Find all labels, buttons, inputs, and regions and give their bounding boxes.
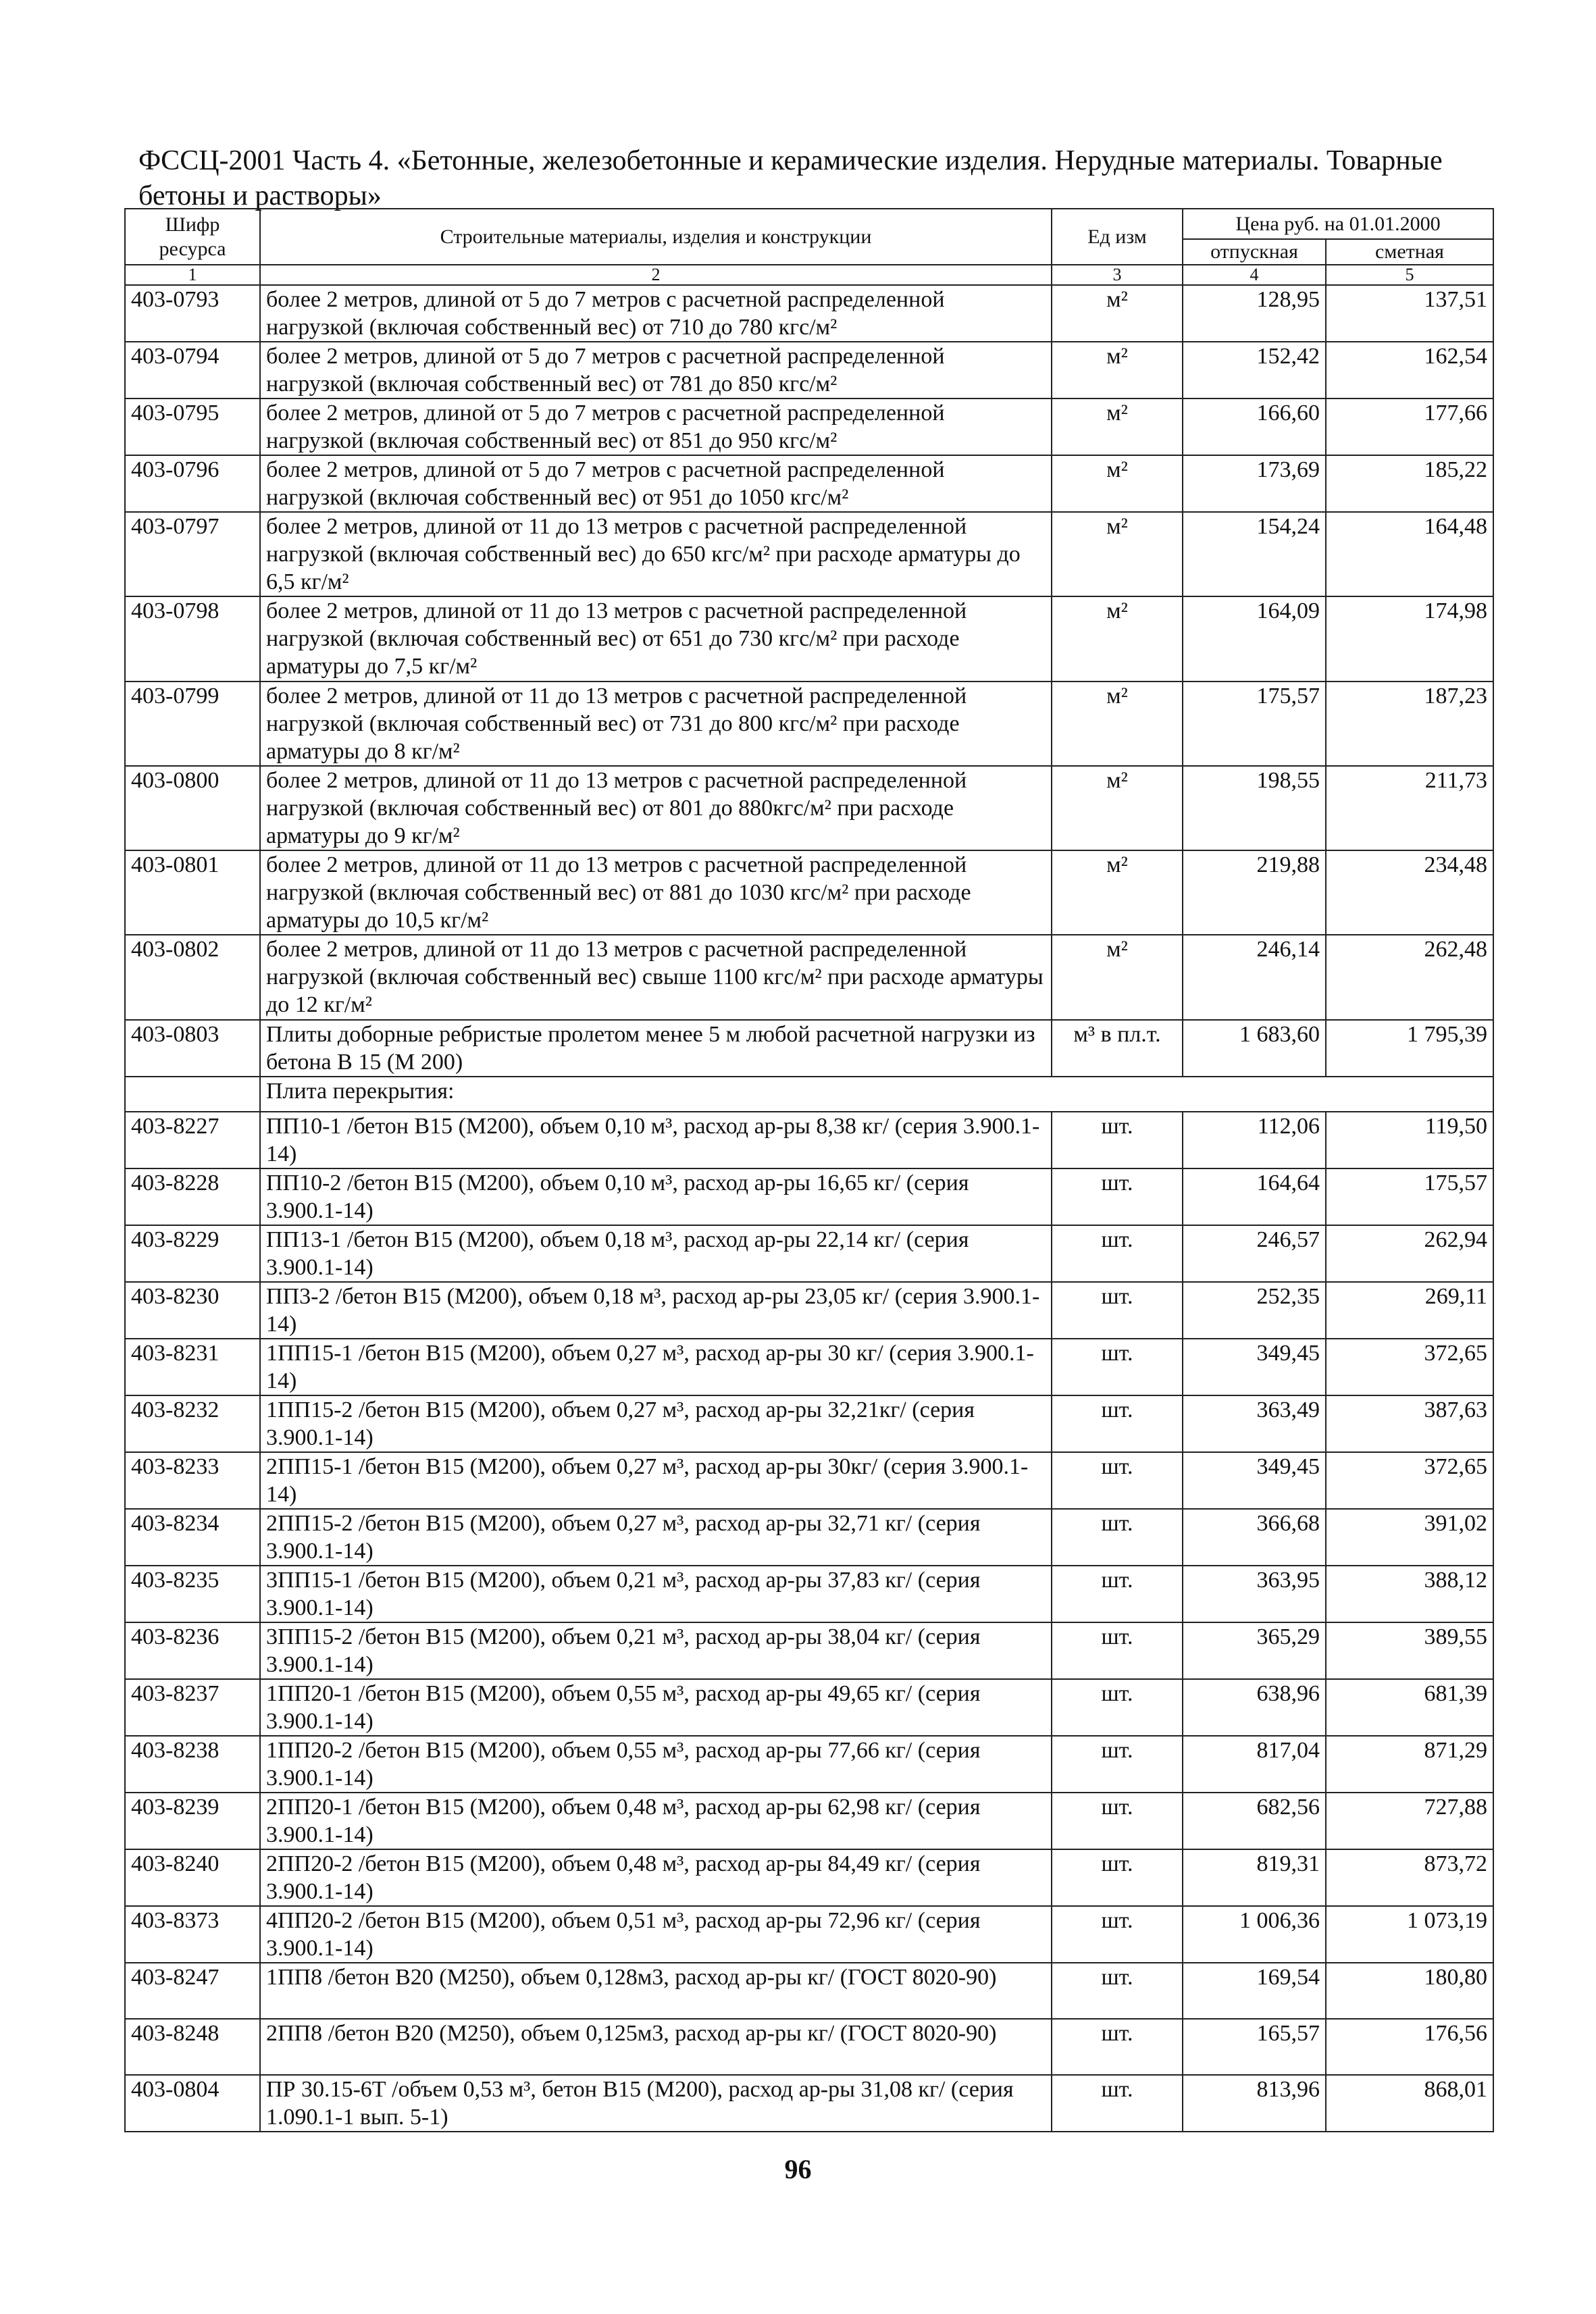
resource-code: 403-8238 <box>125 1736 260 1793</box>
unit-of-measure: м² <box>1052 455 1183 512</box>
material-description: 4ПП20-2 /бетон В15 (М200), объем 0,51 м³, расход ар-ры 72,96 кг/ (серия 3.900.1-14) <box>260 1906 1052 1963</box>
material-description: 1ПП15-2 /бетон В15 (М200), объем 0,27 м³, расход ар-ры 32,21кг/ (серия 3.900.1-14) <box>260 1395 1052 1452</box>
estimate-price: 262,48 <box>1326 935 1493 1020</box>
estimate-price: 1 795,39 <box>1326 1020 1493 1077</box>
header-price: Цена руб. на 01.01.2000 <box>1183 209 1493 239</box>
release-price: 1 006,36 <box>1183 1906 1326 1963</box>
release-price: 112,06 <box>1183 1112 1326 1168</box>
estimate-price: 187,23 <box>1326 682 1493 766</box>
table-row <box>125 1906 1493 1963</box>
header-unit: Ед изм <box>1052 209 1183 265</box>
table-row <box>125 596 1493 682</box>
table-row <box>125 1793 1493 1849</box>
estimate-price: 234,48 <box>1326 850 1493 935</box>
table-row <box>125 1168 1493 1225</box>
price-table <box>124 208 1494 2132</box>
release-price: 246,57 <box>1183 1225 1326 1282</box>
release-price: 152,42 <box>1183 342 1326 398</box>
resource-code: 403-8231 <box>125 1339 260 1395</box>
section-code-cell <box>125 1077 260 1112</box>
estimate-price: 137,51 <box>1326 285 1493 342</box>
release-price: 198,55 <box>1183 766 1326 850</box>
resource-code: 403-8230 <box>125 1282 260 1339</box>
table-row <box>125 766 1493 850</box>
material-description: 1ПП8 /бетон В20 (М250), объем 0,128м3, расход ар-ры кг/ (ГОСТ 8020-90) <box>260 1963 1052 2019</box>
unit-of-measure: шт. <box>1052 1679 1183 1736</box>
estimate-price: 372,65 <box>1326 1339 1493 1395</box>
release-price: 363,95 <box>1183 1566 1326 1622</box>
estimate-price: 871,29 <box>1326 1736 1493 1793</box>
release-price: 164,09 <box>1183 596 1326 682</box>
table-row <box>125 850 1493 935</box>
table-row <box>125 1282 1493 1339</box>
material-description: ПП10-2 /бетон В15 (М200), объем 0,10 м³, расход ар-ры 16,65 кг/ (серия 3.900.1-14) <box>260 1168 1052 1225</box>
resource-code: 403-8240 <box>125 1849 260 1906</box>
table-row <box>125 1509 1493 1566</box>
table-row <box>125 935 1493 1020</box>
material-description: более 2 метров, длиной от 5 до 7 метров с расчетной распределенной нагрузкой (включая собственный вес) от 710 до 780 кгс/м² <box>260 285 1052 342</box>
release-price: 154,24 <box>1183 512 1326 596</box>
table-section <box>125 1077 1493 1112</box>
release-price: 173,69 <box>1183 455 1326 512</box>
unit-of-measure: м² <box>1052 766 1183 850</box>
table-row <box>125 1112 1493 1168</box>
estimate-price: 211,73 <box>1326 766 1493 850</box>
unit-of-measure: шт. <box>1052 1509 1183 1566</box>
unit-of-measure: шт. <box>1052 1793 1183 1849</box>
material-description: 1ПП20-2 /бетон В15 (М200), объем 0,55 м³, расход ар-ры 77,66 кг/ (серия 3.900.1-14) <box>260 1736 1052 1793</box>
release-price: 813,96 <box>1183 2075 1326 2132</box>
table-body-slabs <box>125 285 1493 1077</box>
header-estimate-price: сметная <box>1326 239 1493 265</box>
unit-of-measure: шт. <box>1052 1168 1183 1225</box>
resource-code: 403-8227 <box>125 1112 260 1168</box>
release-price: 166,60 <box>1183 398 1326 455</box>
table-row <box>125 1679 1493 1736</box>
table-row <box>125 512 1493 596</box>
table-row <box>125 682 1493 766</box>
estimate-price: 162,54 <box>1326 342 1493 398</box>
unit-of-measure: м² <box>1052 850 1183 935</box>
material-description: 2ПП20-1 /бетон В15 (М200), объем 0,48 м³, расход ар-ры 62,98 кг/ (серия 3.900.1-14) <box>260 1793 1052 1849</box>
release-price: 366,68 <box>1183 1509 1326 1566</box>
unit-of-measure: шт. <box>1052 1282 1183 1339</box>
unit-of-measure: шт. <box>1052 2019 1183 2075</box>
unit-of-measure: м² <box>1052 398 1183 455</box>
column-number: 3 <box>1052 265 1183 285</box>
column-number: 4 <box>1183 265 1326 285</box>
release-price: 349,45 <box>1183 1452 1326 1509</box>
unit-of-measure: м² <box>1052 935 1183 1020</box>
unit-of-measure: м² <box>1052 596 1183 682</box>
material-description: 2ПП15-1 /бетон В15 (М200), объем 0,27 м³, расход ар-ры 30кг/ (серия 3.900.1-14) <box>260 1452 1052 1509</box>
release-price: 246,14 <box>1183 935 1326 1020</box>
material-description: более 2 метров, длиной от 11 до 13 метров с расчетной распределенной нагрузкой (включая собственный вес) до 650 кгс/м² при расходе арматуры до 6,5 кг/м² <box>260 512 1052 596</box>
unit-of-measure: м² <box>1052 342 1183 398</box>
release-price: 682,56 <box>1183 1793 1326 1849</box>
material-description: 1ПП15-1 /бетон В15 (М200), объем 0,27 м³, расход ар-ры 30 кг/ (серия 3.900.1-14) <box>260 1339 1052 1395</box>
release-price: 365,29 <box>1183 1622 1326 1679</box>
section-title: Плита перекрытия: <box>260 1077 1493 1112</box>
unit-of-measure: м² <box>1052 285 1183 342</box>
table-row <box>125 1452 1493 1509</box>
estimate-price: 388,12 <box>1326 1566 1493 1622</box>
material-description: более 2 метров, длиной от 11 до 13 метров с расчетной распределенной нагрузкой (включая собственный вес) от 801 до 880кгс/м² при расходе арматуры до 9 кг/м² <box>260 766 1052 850</box>
resource-code: 403-8236 <box>125 1622 260 1679</box>
material-description: 2ПП15-2 /бетон В15 (М200), объем 0,27 м³, расход ар-ры 32,71 кг/ (серия 3.900.1-14) <box>260 1509 1052 1566</box>
release-price: 363,49 <box>1183 1395 1326 1452</box>
resource-code: 403-0803 <box>125 1020 260 1077</box>
material-description: более 2 метров, длиной от 11 до 13 метров с расчетной распределенной нагрузкой (включая собственный вес) от 651 до 730 кгс/м² при расходе арматуры до 7,5 кг/м² <box>260 596 1052 682</box>
table-row <box>125 1849 1493 1906</box>
unit-of-measure: шт. <box>1052 1963 1183 2019</box>
unit-of-measure: м² <box>1052 682 1183 766</box>
release-price: 817,04 <box>1183 1736 1326 1793</box>
estimate-price: 868,01 <box>1326 2075 1493 2132</box>
estimate-price: 387,63 <box>1326 1395 1493 1452</box>
release-price: 252,35 <box>1183 1282 1326 1339</box>
release-price: 219,88 <box>1183 850 1326 935</box>
estimate-price: 177,66 <box>1326 398 1493 455</box>
column-number: 1 <box>125 265 260 285</box>
material-description: ПР 30.15-6Т /объем 0,53 м³, бетон В15 (М200), расход ар-ры 31,08 кг/ (серия 1.090.1-1 вып. 5-1) <box>260 2075 1052 2132</box>
table-row <box>125 1963 1493 2019</box>
resource-code: 403-8248 <box>125 2019 260 2075</box>
document-title: ФССЦ-2001 Часть 4. «Бетонные, железобетонные и керамические изделия. Нерудные материалы. Товарные бетоны и растворы» <box>138 145 1443 211</box>
release-price: 819,31 <box>1183 1849 1326 1906</box>
material-description: ПП3-2 /бетон В15 (М200), объем 0,18 м³, расход ар-ры 23,05 кг/ (серия 3.900.1-14) <box>260 1282 1052 1339</box>
release-price: 1 683,60 <box>1183 1020 1326 1077</box>
release-price: 349,45 <box>1183 1339 1326 1395</box>
unit-of-measure: шт. <box>1052 1622 1183 1679</box>
resource-code: 403-8247 <box>125 1963 260 2019</box>
unit-of-measure: м² <box>1052 512 1183 596</box>
table-row <box>125 2019 1493 2075</box>
unit-of-measure: шт. <box>1052 1849 1183 1906</box>
material-description: более 2 метров, длиной от 5 до 7 метров с расчетной распределенной нагрузкой (включая собственный вес) от 951 до 1050 кгс/м² <box>260 455 1052 512</box>
resource-code: 403-0797 <box>125 512 260 596</box>
resource-code: 403-8373 <box>125 1906 260 1963</box>
unit-of-measure: шт. <box>1052 1225 1183 1282</box>
release-price: 638,96 <box>1183 1679 1326 1736</box>
table-row <box>125 285 1493 342</box>
release-price: 128,95 <box>1183 285 1326 342</box>
resource-code: 403-8239 <box>125 1793 260 1849</box>
material-description: 2ПП8 /бетон В20 (М250), объем 0,125м3, расход ар-ры кг/ (ГОСТ 8020-90) <box>260 2019 1052 2075</box>
material-description: более 2 метров, длиной от 11 до 13 метров с расчетной распределенной нагрузкой (включая собственный вес) свыше 1100 кгс/м² при расходе арматуры до 12 кг/м² <box>260 935 1052 1020</box>
material-description: более 2 метров, длиной от 11 до 13 метров с расчетной распределенной нагрузкой (включая собственный вес) от 731 до 800 кгс/м² при расходе арматуры до 8 кг/м² <box>260 682 1052 766</box>
table-row <box>125 1622 1493 1679</box>
unit-of-measure: шт. <box>1052 1395 1183 1452</box>
table-row <box>125 2075 1493 2132</box>
material-description: 1ПП20-1 /бетон В15 (М200), объем 0,55 м³, расход ар-ры 49,65 кг/ (серия 3.900.1-14) <box>260 1679 1052 1736</box>
table-row <box>125 1395 1493 1452</box>
material-description: более 2 метров, длиной от 5 до 7 метров с расчетной распределенной нагрузкой (включая собственный вес) от 781 до 850 кгс/м² <box>260 342 1052 398</box>
resource-code: 403-0800 <box>125 766 260 850</box>
unit-of-measure: шт. <box>1052 1566 1183 1622</box>
estimate-price: 174,98 <box>1326 596 1493 682</box>
resource-code: 403-0794 <box>125 342 260 398</box>
table-row <box>125 342 1493 398</box>
unit-of-measure: м³ в пл.т. <box>1052 1020 1183 1077</box>
material-description: 2ПП20-2 /бетон В15 (М200), объем 0,48 м³, расход ар-ры 84,49 кг/ (серия 3.900.1-14) <box>260 1849 1052 1906</box>
resource-code: 403-0793 <box>125 285 260 342</box>
column-number: 5 <box>1326 265 1493 285</box>
resource-code: 403-8232 <box>125 1395 260 1452</box>
table-row <box>125 1736 1493 1793</box>
material-description: 3ПП15-2 /бетон В15 (М200), объем 0,21 м³, расход ар-ры 38,04 кг/ (серия 3.900.1-14) <box>260 1622 1052 1679</box>
table-row <box>125 1566 1493 1622</box>
header-code: Шифр ресурса <box>125 209 260 265</box>
table-row <box>125 1225 1493 1282</box>
resource-code: 403-0804 <box>125 2075 260 2132</box>
table-row <box>125 1020 1493 1077</box>
material-description: Плиты доборные ребристые пролетом менее 5 м любой расчетной нагрузки из бетона В 15 (М 200) <box>260 1020 1052 1077</box>
resource-code: 403-0796 <box>125 455 260 512</box>
unit-of-measure: шт. <box>1052 1452 1183 1509</box>
resource-code: 403-8228 <box>125 1168 260 1225</box>
release-price: 164,64 <box>1183 1168 1326 1225</box>
estimate-price: 873,72 <box>1326 1849 1493 1906</box>
estimate-price: 1 073,19 <box>1326 1906 1493 1963</box>
estimate-price: 180,80 <box>1326 1963 1493 2019</box>
estimate-price: 681,39 <box>1326 1679 1493 1736</box>
unit-of-measure: шт. <box>1052 2075 1183 2132</box>
estimate-price: 185,22 <box>1326 455 1493 512</box>
column-number-row <box>125 265 1493 285</box>
material-description: ПП10-1 /бетон В15 (М200), объем 0,10 м³, расход ар-ры 8,38 кг/ (серия 3.900.1-14) <box>260 1112 1052 1168</box>
resource-code: 403-8234 <box>125 1509 260 1566</box>
header-release-price: отпускная <box>1183 239 1326 265</box>
material-description: более 2 метров, длиной от 11 до 13 метров с расчетной распределенной нагрузкой (включая собственный вес) от 881 до 1030 кгс/м² при расходе арматуры до 10,5 кг/м² <box>260 850 1052 935</box>
material-description: 3ПП15-1 /бетон В15 (М200), объем 0,21 м³, расход ар-ры 37,83 кг/ (серия 3.900.1-14) <box>260 1566 1052 1622</box>
header-name: Строительные материалы, изделия и конструкции <box>260 209 1052 265</box>
estimate-price: 176,56 <box>1326 2019 1493 2075</box>
unit-of-measure: шт. <box>1052 1736 1183 1793</box>
column-number: 2 <box>260 265 1052 285</box>
resource-code: 403-0801 <box>125 850 260 935</box>
resource-code: 403-8235 <box>125 1566 260 1622</box>
release-price: 169,54 <box>1183 1963 1326 2019</box>
release-price: 165,57 <box>1183 2019 1326 2075</box>
unit-of-measure: шт. <box>1052 1339 1183 1395</box>
estimate-price: 372,65 <box>1326 1452 1493 1509</box>
table-row <box>125 398 1493 455</box>
estimate-price: 164,48 <box>1326 512 1493 596</box>
resource-code: 403-8229 <box>125 1225 260 1282</box>
estimate-price: 175,57 <box>1326 1168 1493 1225</box>
resource-code: 403-8233 <box>125 1452 260 1509</box>
table-row <box>125 455 1493 512</box>
table-row <box>125 1339 1493 1395</box>
estimate-price: 727,88 <box>1326 1793 1493 1849</box>
resource-code: 403-0802 <box>125 935 260 1020</box>
estimate-price: 119,50 <box>1326 1112 1493 1168</box>
estimate-price: 389,55 <box>1326 1622 1493 1679</box>
resource-code: 403-8237 <box>125 1679 260 1736</box>
estimate-price: 262,94 <box>1326 1225 1493 1282</box>
material-description: ПП13-1 /бетон В15 (М200), объем 0,18 м³, расход ар-ры 22,14 кг/ (серия 3.900.1-14) <box>260 1225 1052 1282</box>
estimate-price: 391,02 <box>1326 1509 1493 1566</box>
resource-code: 403-0795 <box>125 398 260 455</box>
estimate-price: 269,11 <box>1326 1282 1493 1339</box>
release-price: 175,57 <box>1183 682 1326 766</box>
unit-of-measure: шт. <box>1052 1112 1183 1168</box>
table-body-floor-slabs <box>125 1112 1493 2132</box>
page-number: 96 <box>784 2154 812 2184</box>
resource-code: 403-0798 <box>125 596 260 682</box>
material-description: более 2 метров, длиной от 5 до 7 метров с расчетной распределенной нагрузкой (включая собственный вес) от 851 до 950 кгс/м² <box>260 398 1052 455</box>
resource-code: 403-0799 <box>125 682 260 766</box>
unit-of-measure: шт. <box>1052 1906 1183 1963</box>
